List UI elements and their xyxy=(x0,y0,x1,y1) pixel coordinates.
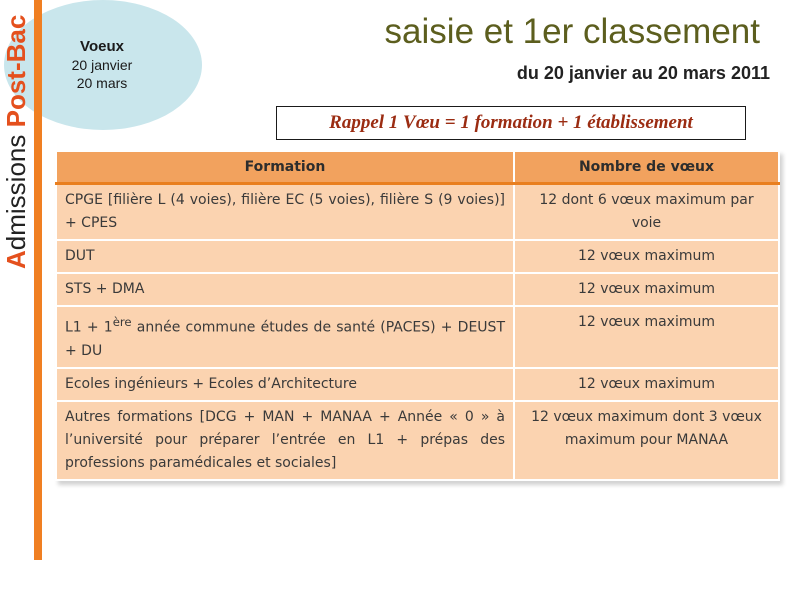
reminder-box: Rappel 1 Vœu = 1 formation + 1 établissement xyxy=(276,106,746,140)
cell-formation: Autres formations [DCG + MAN + MANAA + Année « 0 » à l’université pour préparer l’entrée en L1 + prépas des professions paramédicales et sociales] xyxy=(56,401,514,480)
bubble-date-start: 20 janvier xyxy=(71,57,133,73)
side-accent-bar xyxy=(34,0,42,560)
header-formation: Formation xyxy=(56,151,514,184)
brand-letter-a: A xyxy=(1,250,31,269)
cell-voeux: 12 vœux maximum xyxy=(514,273,779,306)
table-row xyxy=(56,401,779,480)
cell-formation: CPGE [filière L (4 voies), filière EC (5 voies), filière S (9 voies)] + CPES xyxy=(56,184,514,241)
page-subtitle: du 20 janvier au 20 mars 2011 xyxy=(516,63,770,83)
page-title: saisie et 1er classement xyxy=(384,12,760,51)
voeux-bubble-text xyxy=(40,38,164,92)
formations-table xyxy=(55,150,780,481)
bubble-title: Voeux xyxy=(80,38,124,55)
cell-formation xyxy=(56,306,514,368)
cell-voeux: 12 dont 6 vœux maximum par voie xyxy=(514,184,779,241)
formation-post: année commune études de santé (PACES) + DEUST + DU xyxy=(65,319,505,359)
formation-pre: L1 + 1 xyxy=(65,319,113,336)
table-row xyxy=(56,184,779,241)
brand-word-admissions: dmissions xyxy=(1,127,31,251)
cell-formation: Ecoles ingénieurs + Ecoles d’Architecture xyxy=(56,368,514,401)
cell-formation: STS + DMA xyxy=(56,273,514,306)
brand-word-postbac: Post-Bac xyxy=(1,14,31,128)
header-nombre-voeux: Nombre de vœux xyxy=(514,151,779,184)
brand-vertical-title xyxy=(0,14,32,269)
table-row xyxy=(56,240,779,273)
cell-voeux: 12 vœux maximum dont 3 vœux maximum pour MANAA xyxy=(514,401,779,480)
cell-voeux: 12 vœux maximum xyxy=(514,306,779,368)
table-row xyxy=(56,306,779,368)
table-row xyxy=(56,273,779,306)
bubble-date-end: 20 mars xyxy=(76,75,128,91)
table-header-row xyxy=(56,151,779,184)
cell-voeux: 12 vœux maximum xyxy=(514,240,779,273)
cell-voeux: 12 vœux maximum xyxy=(514,368,779,401)
formation-sup: ère xyxy=(112,315,132,329)
table-row xyxy=(56,368,779,401)
cell-formation: DUT xyxy=(56,240,514,273)
